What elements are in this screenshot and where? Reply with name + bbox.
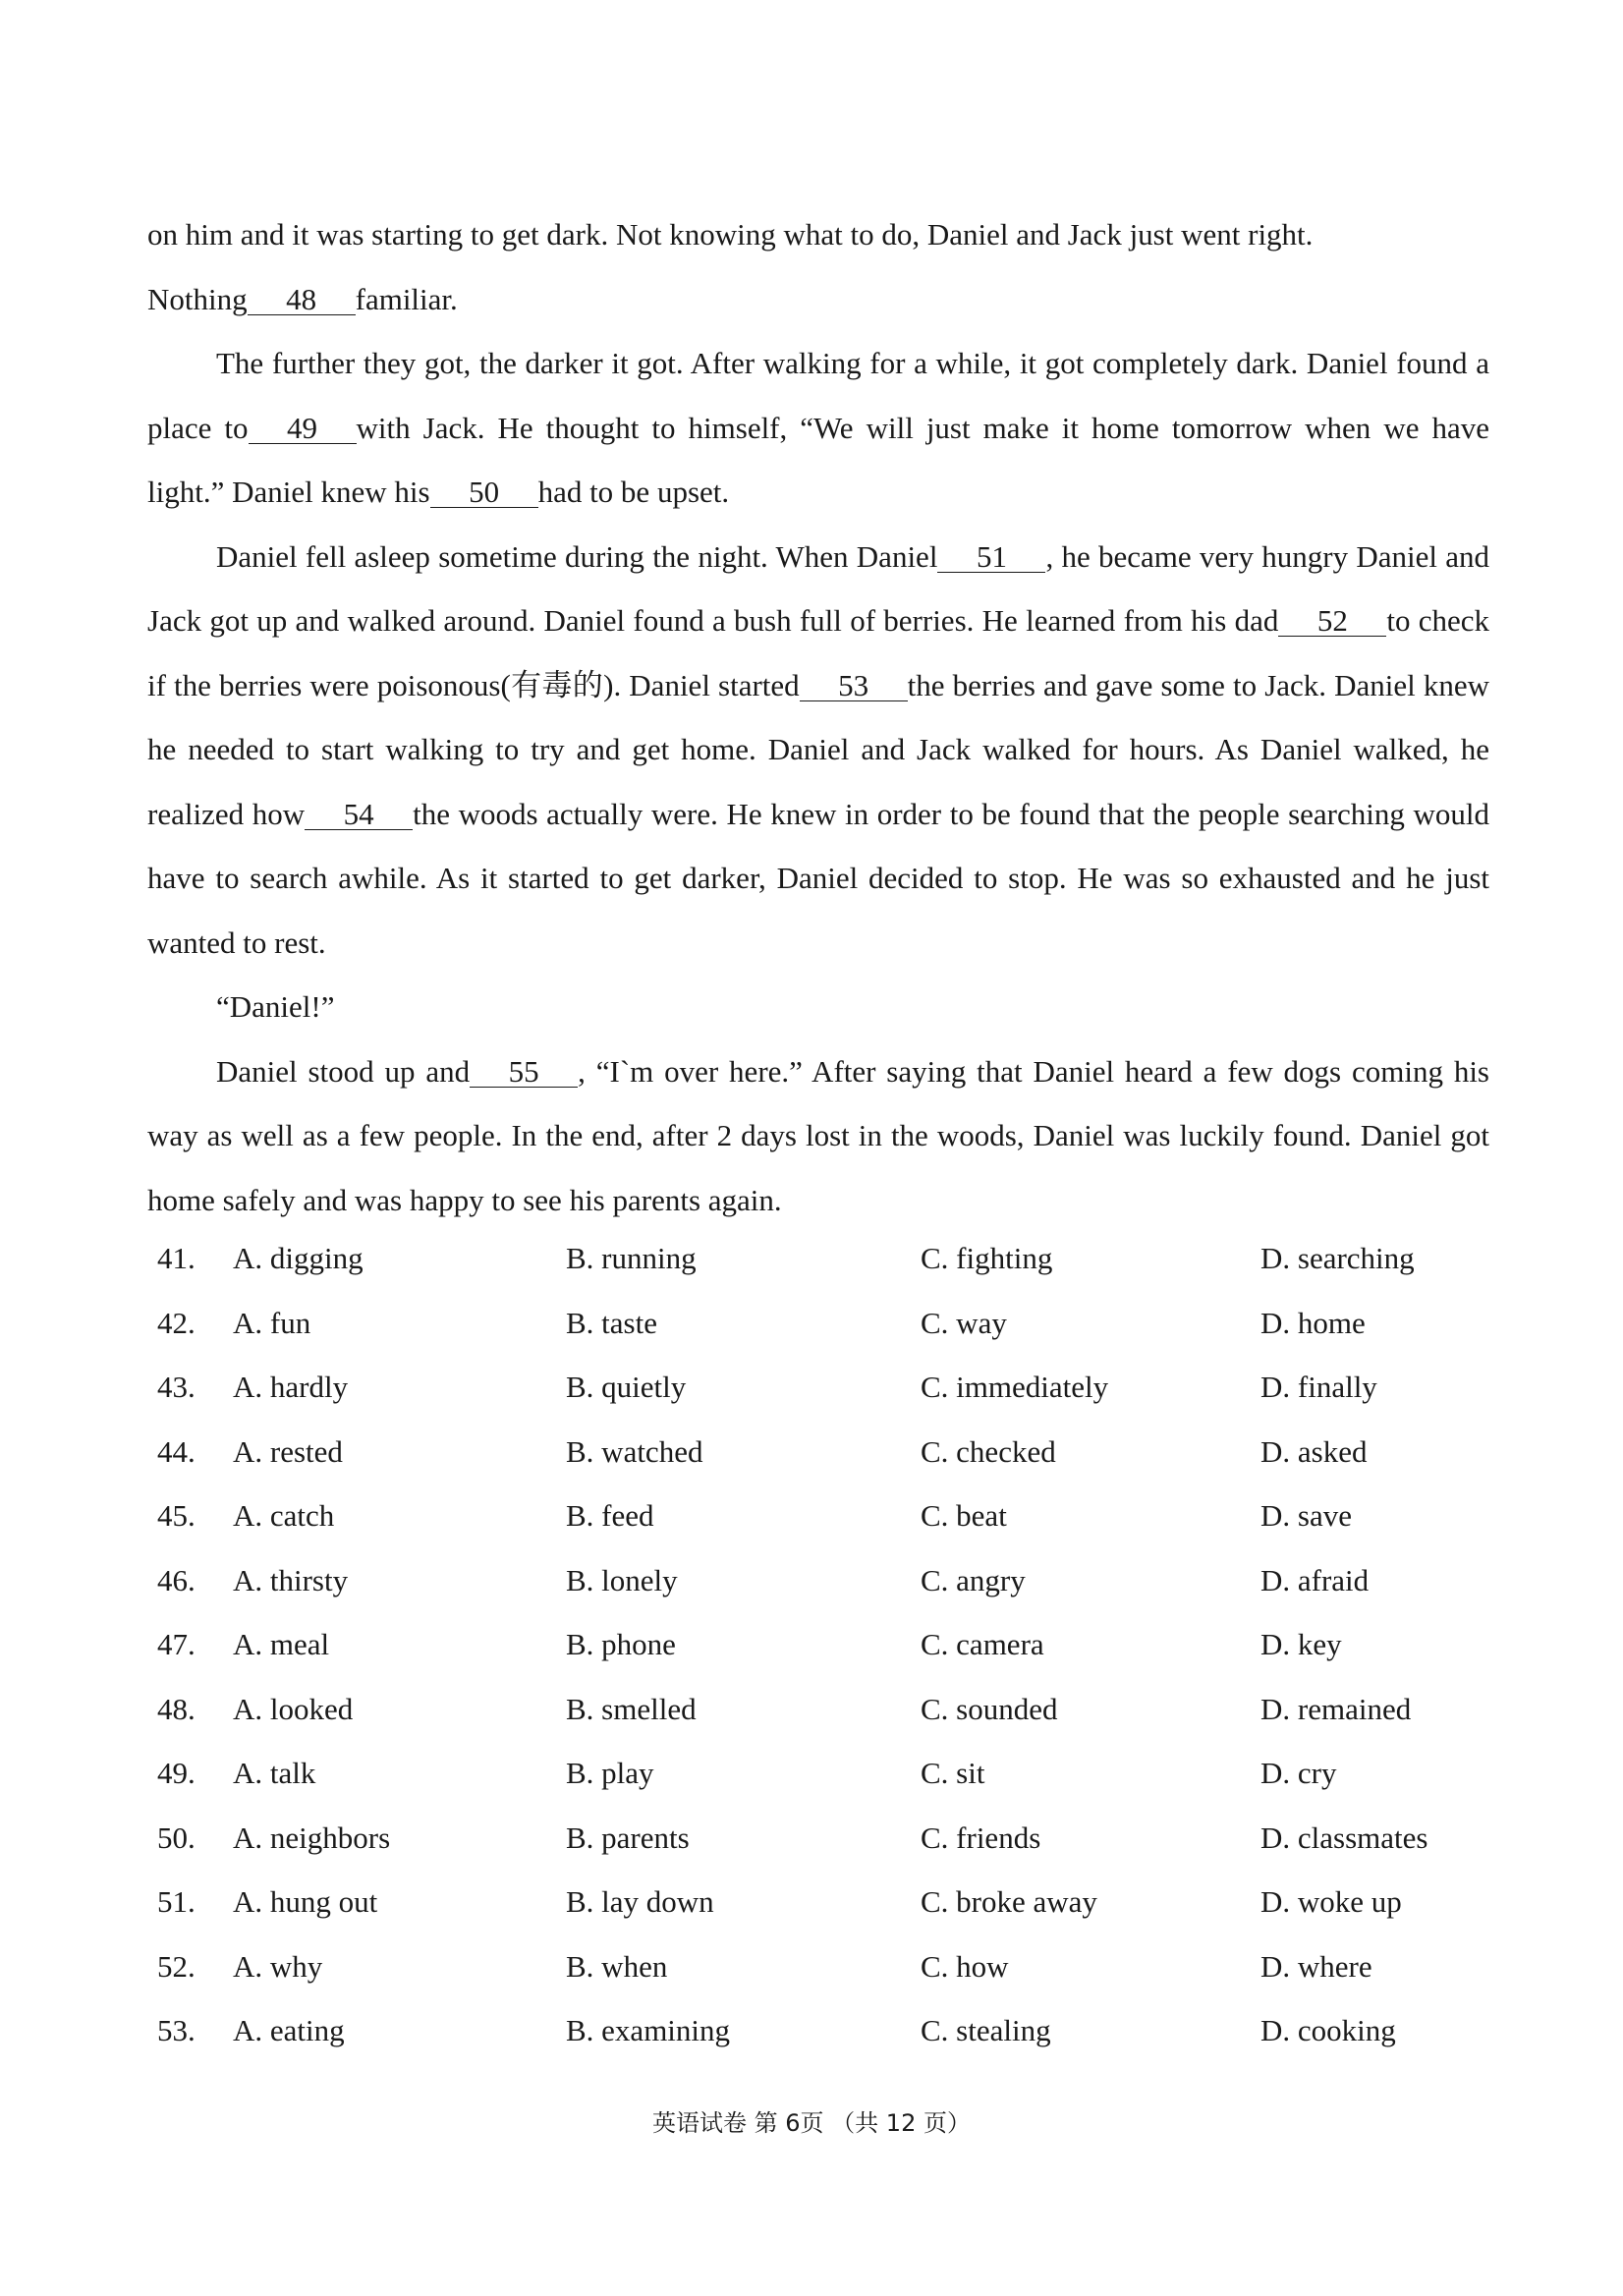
question-row bbox=[157, 1355, 1489, 1420]
question-number: 43. bbox=[157, 1370, 196, 1404]
option-c: C. camera bbox=[921, 1627, 1044, 1661]
option-a: A. hung out bbox=[233, 1884, 378, 1919]
question-number: 47. bbox=[157, 1627, 196, 1661]
option-c: C. angry bbox=[921, 1562, 1026, 1597]
option-d: D. save bbox=[1260, 1498, 1352, 1533]
question-number: 41. bbox=[157, 1241, 196, 1275]
passage-text: the berries and gave some to Jack. Daniel knew he needed to start walking to try and get home. Daniel and Jack walked for hours. As Daniel walked, he realized how bbox=[147, 667, 1490, 831]
question-row bbox=[157, 1612, 1489, 1677]
passage-text: , he became very hungry Daniel and Jack got up and walked around. Daniel found a bush full of berries. He learned from his dad bbox=[147, 538, 1489, 638]
paragraph-4 bbox=[147, 975, 1489, 1039]
option-a: A. rested bbox=[233, 1433, 343, 1469]
question-row bbox=[157, 1420, 1489, 1484]
question-row bbox=[157, 1741, 1489, 1806]
question-row bbox=[157, 1548, 1489, 1613]
option-c: C. immediately bbox=[921, 1370, 1109, 1404]
option-b: B. taste bbox=[566, 1305, 657, 1340]
blank-54: 54 bbox=[305, 800, 413, 830]
question-row bbox=[157, 1484, 1489, 1548]
question-number: 52. bbox=[157, 1948, 196, 1984]
option-d: D. remained bbox=[1260, 1691, 1412, 1726]
page-footer: 英语试卷 第 6页 （共 12 页） bbox=[652, 2109, 971, 2137]
option-c: C. beat bbox=[921, 1498, 1007, 1533]
question-number: 46. bbox=[157, 1562, 196, 1597]
option-c: C. sit bbox=[921, 1756, 985, 1790]
option-d: D. searching bbox=[1260, 1241, 1415, 1275]
option-d: D. classmates bbox=[1260, 1820, 1428, 1855]
cloze-passage bbox=[147, 202, 1489, 1232]
question-row bbox=[157, 1934, 1489, 1999]
blank-55: 55 bbox=[470, 1057, 578, 1088]
option-a: A. looked bbox=[233, 1691, 354, 1726]
blank-51: 51 bbox=[937, 542, 1045, 573]
question-number: 49. bbox=[157, 1756, 196, 1790]
option-c: C. sounded bbox=[921, 1691, 1058, 1726]
option-b: B. watched bbox=[566, 1433, 703, 1469]
question-row bbox=[157, 1677, 1489, 1742]
paragraph-3 bbox=[147, 525, 1489, 976]
option-b: B. phone bbox=[566, 1627, 676, 1661]
answer-options bbox=[157, 1226, 1489, 2063]
option-d: D. finally bbox=[1260, 1370, 1377, 1404]
passage-text: Daniel fell asleep sometime during the night. When Daniel bbox=[216, 538, 938, 574]
option-a: A. digging bbox=[233, 1241, 364, 1275]
option-c: C. stealing bbox=[921, 2013, 1051, 2047]
question-row bbox=[157, 1226, 1489, 1291]
option-a: A. neighbors bbox=[233, 1820, 391, 1855]
option-c: C. checked bbox=[921, 1433, 1056, 1469]
passage-text: “Daniel!” bbox=[216, 989, 335, 1024]
blank-52: 52 bbox=[1278, 606, 1386, 637]
option-a: A. meal bbox=[233, 1627, 330, 1661]
option-a: A. catch bbox=[233, 1498, 335, 1533]
question-number: 51. bbox=[157, 1884, 196, 1919]
option-d: D. home bbox=[1260, 1305, 1366, 1340]
blank-53: 53 bbox=[800, 671, 908, 701]
blank-48: 48 bbox=[248, 285, 356, 315]
option-b: B. examining bbox=[566, 2013, 731, 2047]
option-b: B. quietly bbox=[566, 1370, 687, 1404]
option-b: B. running bbox=[566, 1241, 697, 1275]
passage-text: the woods actually were. He knew in order to be found that the people searching would have to search awhile. As it started to get darker, Daniel decided to stop. He was so exhausted and he just wanted to rest. bbox=[147, 796, 1489, 960]
option-a: A. hardly bbox=[233, 1370, 349, 1404]
passage-text: Nothing bbox=[147, 281, 248, 316]
question-number: 44. bbox=[157, 1433, 196, 1469]
passage-text: Daniel stood up and bbox=[216, 1053, 471, 1089]
paragraph-1 bbox=[147, 202, 1489, 331]
question-row bbox=[157, 1870, 1489, 1934]
option-a: A. talk bbox=[233, 1756, 316, 1790]
option-d: D. cooking bbox=[1260, 2013, 1396, 2047]
option-d: D. afraid bbox=[1260, 1562, 1370, 1597]
question-number: 45. bbox=[157, 1498, 196, 1533]
option-c: C. friends bbox=[921, 1820, 1041, 1855]
option-a: A. why bbox=[233, 1948, 323, 1984]
paragraph-5 bbox=[147, 1039, 1489, 1233]
question-number: 50. bbox=[157, 1820, 196, 1855]
option-b: B. lay down bbox=[566, 1884, 714, 1919]
option-b: B. play bbox=[566, 1756, 654, 1790]
option-c: C. fighting bbox=[921, 1241, 1053, 1275]
option-c: C. how bbox=[921, 1948, 1009, 1984]
question-number: 42. bbox=[157, 1305, 196, 1340]
option-c: C. broke away bbox=[921, 1884, 1097, 1919]
option-b: B. feed bbox=[566, 1498, 654, 1533]
paragraph-2 bbox=[147, 331, 1489, 525]
question-row bbox=[157, 1998, 1489, 2063]
option-d: D. asked bbox=[1260, 1433, 1368, 1469]
question-number: 48. bbox=[157, 1691, 196, 1726]
question-number: 53. bbox=[157, 2013, 196, 2047]
option-a: A. thirsty bbox=[233, 1562, 349, 1597]
option-b: B. smelled bbox=[566, 1691, 697, 1726]
option-b: B. parents bbox=[566, 1820, 690, 1855]
option-b: B. when bbox=[566, 1948, 668, 1984]
passage-text: to check if the berries were poisonous(有毒的). Daniel started bbox=[147, 603, 1489, 702]
option-d: D. woke up bbox=[1260, 1884, 1402, 1919]
option-a: A. eating bbox=[233, 2013, 345, 2047]
blank-50: 50 bbox=[430, 477, 538, 508]
passage-text: The further they got, the darker it got. After walking for a while, it got completely dark. Daniel found a place to bbox=[147, 346, 1489, 445]
option-d: D. where bbox=[1260, 1948, 1372, 1984]
option-c: C. way bbox=[921, 1305, 1007, 1340]
question-row bbox=[157, 1806, 1489, 1871]
blank-49: 49 bbox=[249, 414, 357, 444]
question-row bbox=[157, 1291, 1489, 1356]
passage-text: , “I`m over here.” After saying that Daniel heard a few dogs coming his way as well as a few people. In the end, after 2 days lost in the woods, Daniel was luckily found. Daniel got home safely and was happy to see his parents again. bbox=[147, 1053, 1489, 1217]
option-d: D. cry bbox=[1260, 1756, 1337, 1790]
passage-text: familiar. bbox=[355, 281, 458, 316]
passage-text: on him and it was starting to get dark. Not knowing what to do, Daniel and Jack just went right. bbox=[147, 217, 1314, 252]
option-d: D. key bbox=[1260, 1627, 1342, 1661]
passage-text: with Jack. He thought to himself, “We will just make it home tomorrow when we have light.” Daniel knew his bbox=[147, 410, 1489, 509]
passage-text: had to be upset. bbox=[537, 475, 730, 509]
option-b: B. lonely bbox=[566, 1562, 678, 1597]
option-a: A. fun bbox=[233, 1305, 311, 1340]
